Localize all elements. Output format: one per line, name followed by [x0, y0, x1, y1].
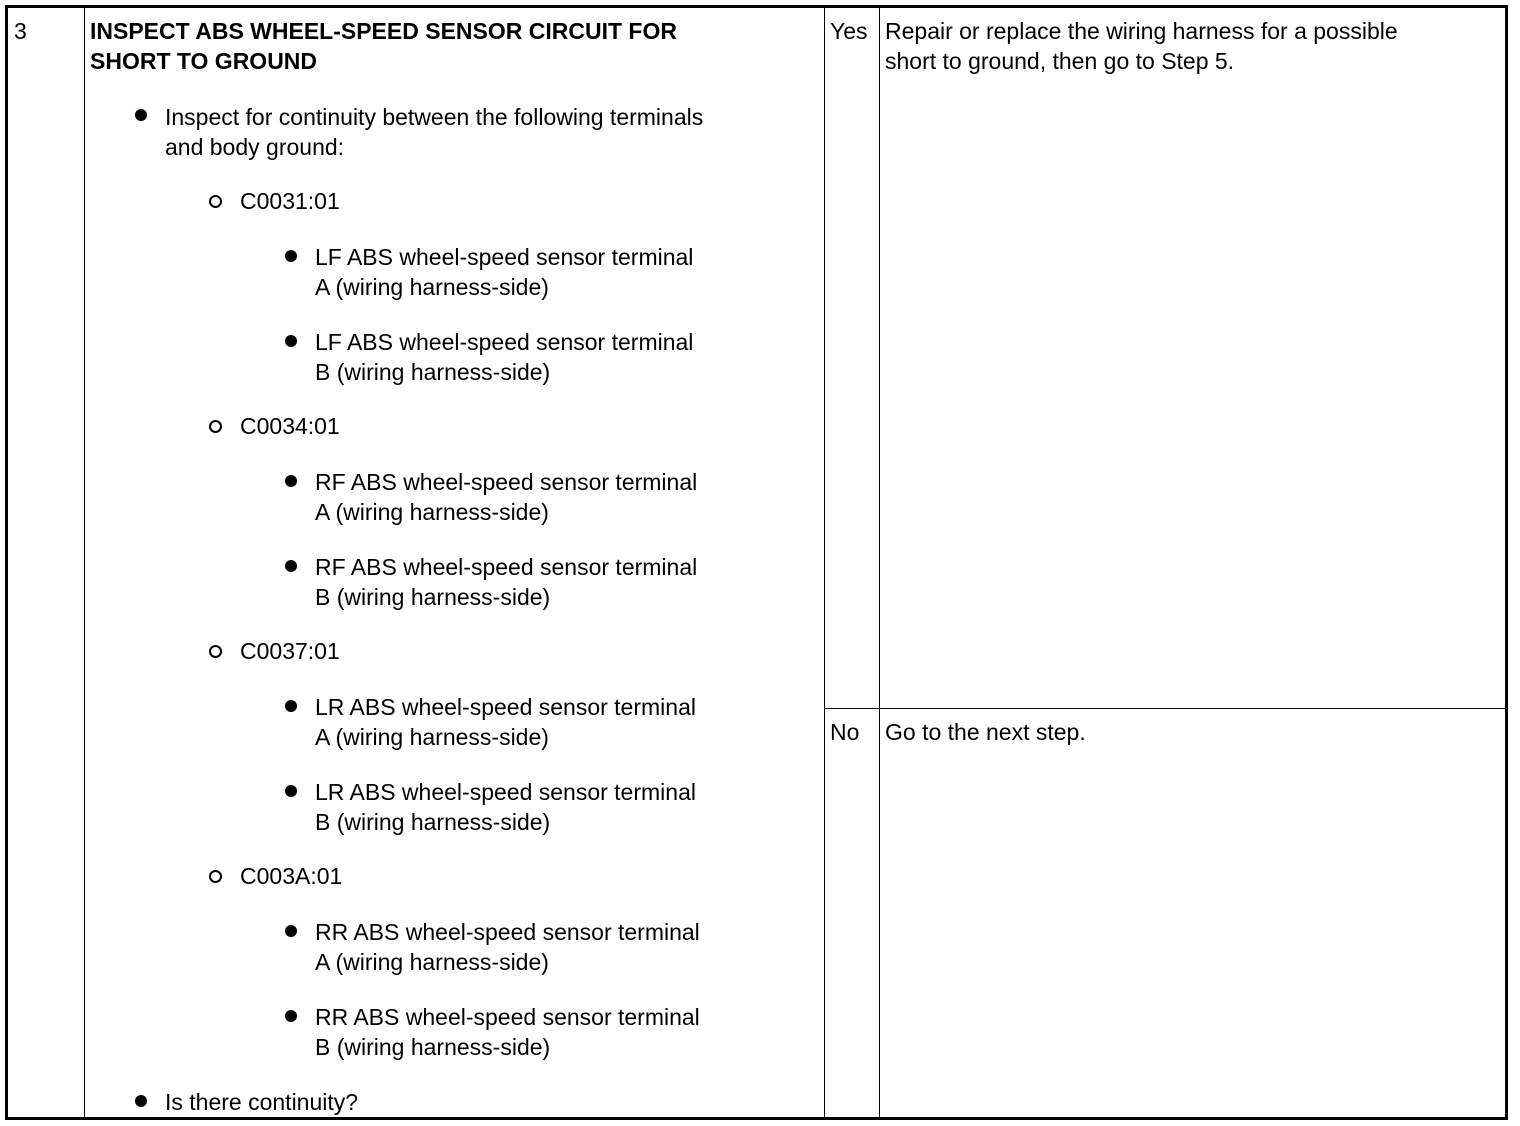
sub-bullet-icon: [209, 645, 222, 658]
bullet-icon: [285, 1010, 297, 1022]
terminal-line1: LR ABS wheel-speed sensor terminal: [315, 694, 696, 720]
terminal-line1: LF ABS wheel-speed sensor terminal: [315, 329, 694, 355]
bullet-icon: [285, 560, 297, 572]
column-divider-action: [879, 8, 880, 1117]
bullet-icon: [285, 475, 297, 487]
connector-label: C0031:01: [240, 188, 340, 214]
sub-bullet-icon: [209, 420, 222, 433]
no-label: No: [830, 719, 860, 745]
bullet-icon: [285, 335, 297, 347]
sub-bullet-icon: [209, 870, 222, 883]
question-text: Is there continuity?: [165, 1089, 359, 1115]
row-divider-yes-no: [824, 708, 1505, 709]
sub-bullet-icon: [209, 195, 222, 208]
terminal-line1: RR ABS wheel-speed sensor terminal: [315, 919, 700, 945]
terminal-line2: B (wiring harness-side): [315, 809, 551, 835]
step-number: 3: [14, 18, 27, 44]
yes-action-line1: Repair or replace the wiring harness for a possible: [885, 18, 1398, 44]
terminal-line1: LF ABS wheel-speed sensor terminal: [315, 244, 694, 270]
step-title-line1: INSPECT ABS WHEEL-SPEED SENSOR CIRCUIT FOR: [90, 18, 677, 44]
bullet-icon: [135, 1095, 147, 1107]
yes-action-line2: short to ground, then go to Step 5.: [885, 48, 1235, 74]
column-divider-result: [824, 8, 825, 1117]
terminal-line2: B (wiring harness-side): [315, 1034, 551, 1060]
diagnostic-step-table: [5, 5, 1508, 1120]
step-title-line2: SHORT TO GROUND: [90, 48, 318, 74]
terminal-line1: RF ABS wheel-speed sensor terminal: [315, 554, 698, 580]
terminal-line2: B (wiring harness-side): [315, 584, 551, 610]
terminal-line1: RF ABS wheel-speed sensor terminal: [315, 469, 698, 495]
terminal-line2: A (wiring harness-side): [315, 724, 549, 750]
bullet-icon: [285, 785, 297, 797]
bullet-icon: [285, 700, 297, 712]
bullet-icon: [135, 109, 147, 121]
terminal-line1: LR ABS wheel-speed sensor terminal: [315, 779, 696, 805]
connector-label: C0034:01: [240, 413, 340, 439]
intro-line2: and body ground:: [165, 134, 345, 160]
connector-label: C0037:01: [240, 638, 340, 664]
terminal-line2: A (wiring harness-side): [315, 274, 549, 300]
column-divider-step: [84, 8, 85, 1117]
bullet-icon: [285, 250, 297, 262]
terminal-line1: RR ABS wheel-speed sensor terminal: [315, 1004, 700, 1030]
yes-label: Yes: [830, 18, 868, 44]
connector-label: C003A:01: [240, 863, 343, 889]
terminal-line2: A (wiring harness-side): [315, 499, 549, 525]
intro-line1: Inspect for continuity between the following terminals: [165, 104, 704, 130]
terminal-line2: B (wiring harness-side): [315, 359, 551, 385]
terminal-line2: A (wiring harness-side): [315, 949, 549, 975]
no-action: Go to the next step.: [885, 719, 1086, 745]
bullet-icon: [285, 925, 297, 937]
